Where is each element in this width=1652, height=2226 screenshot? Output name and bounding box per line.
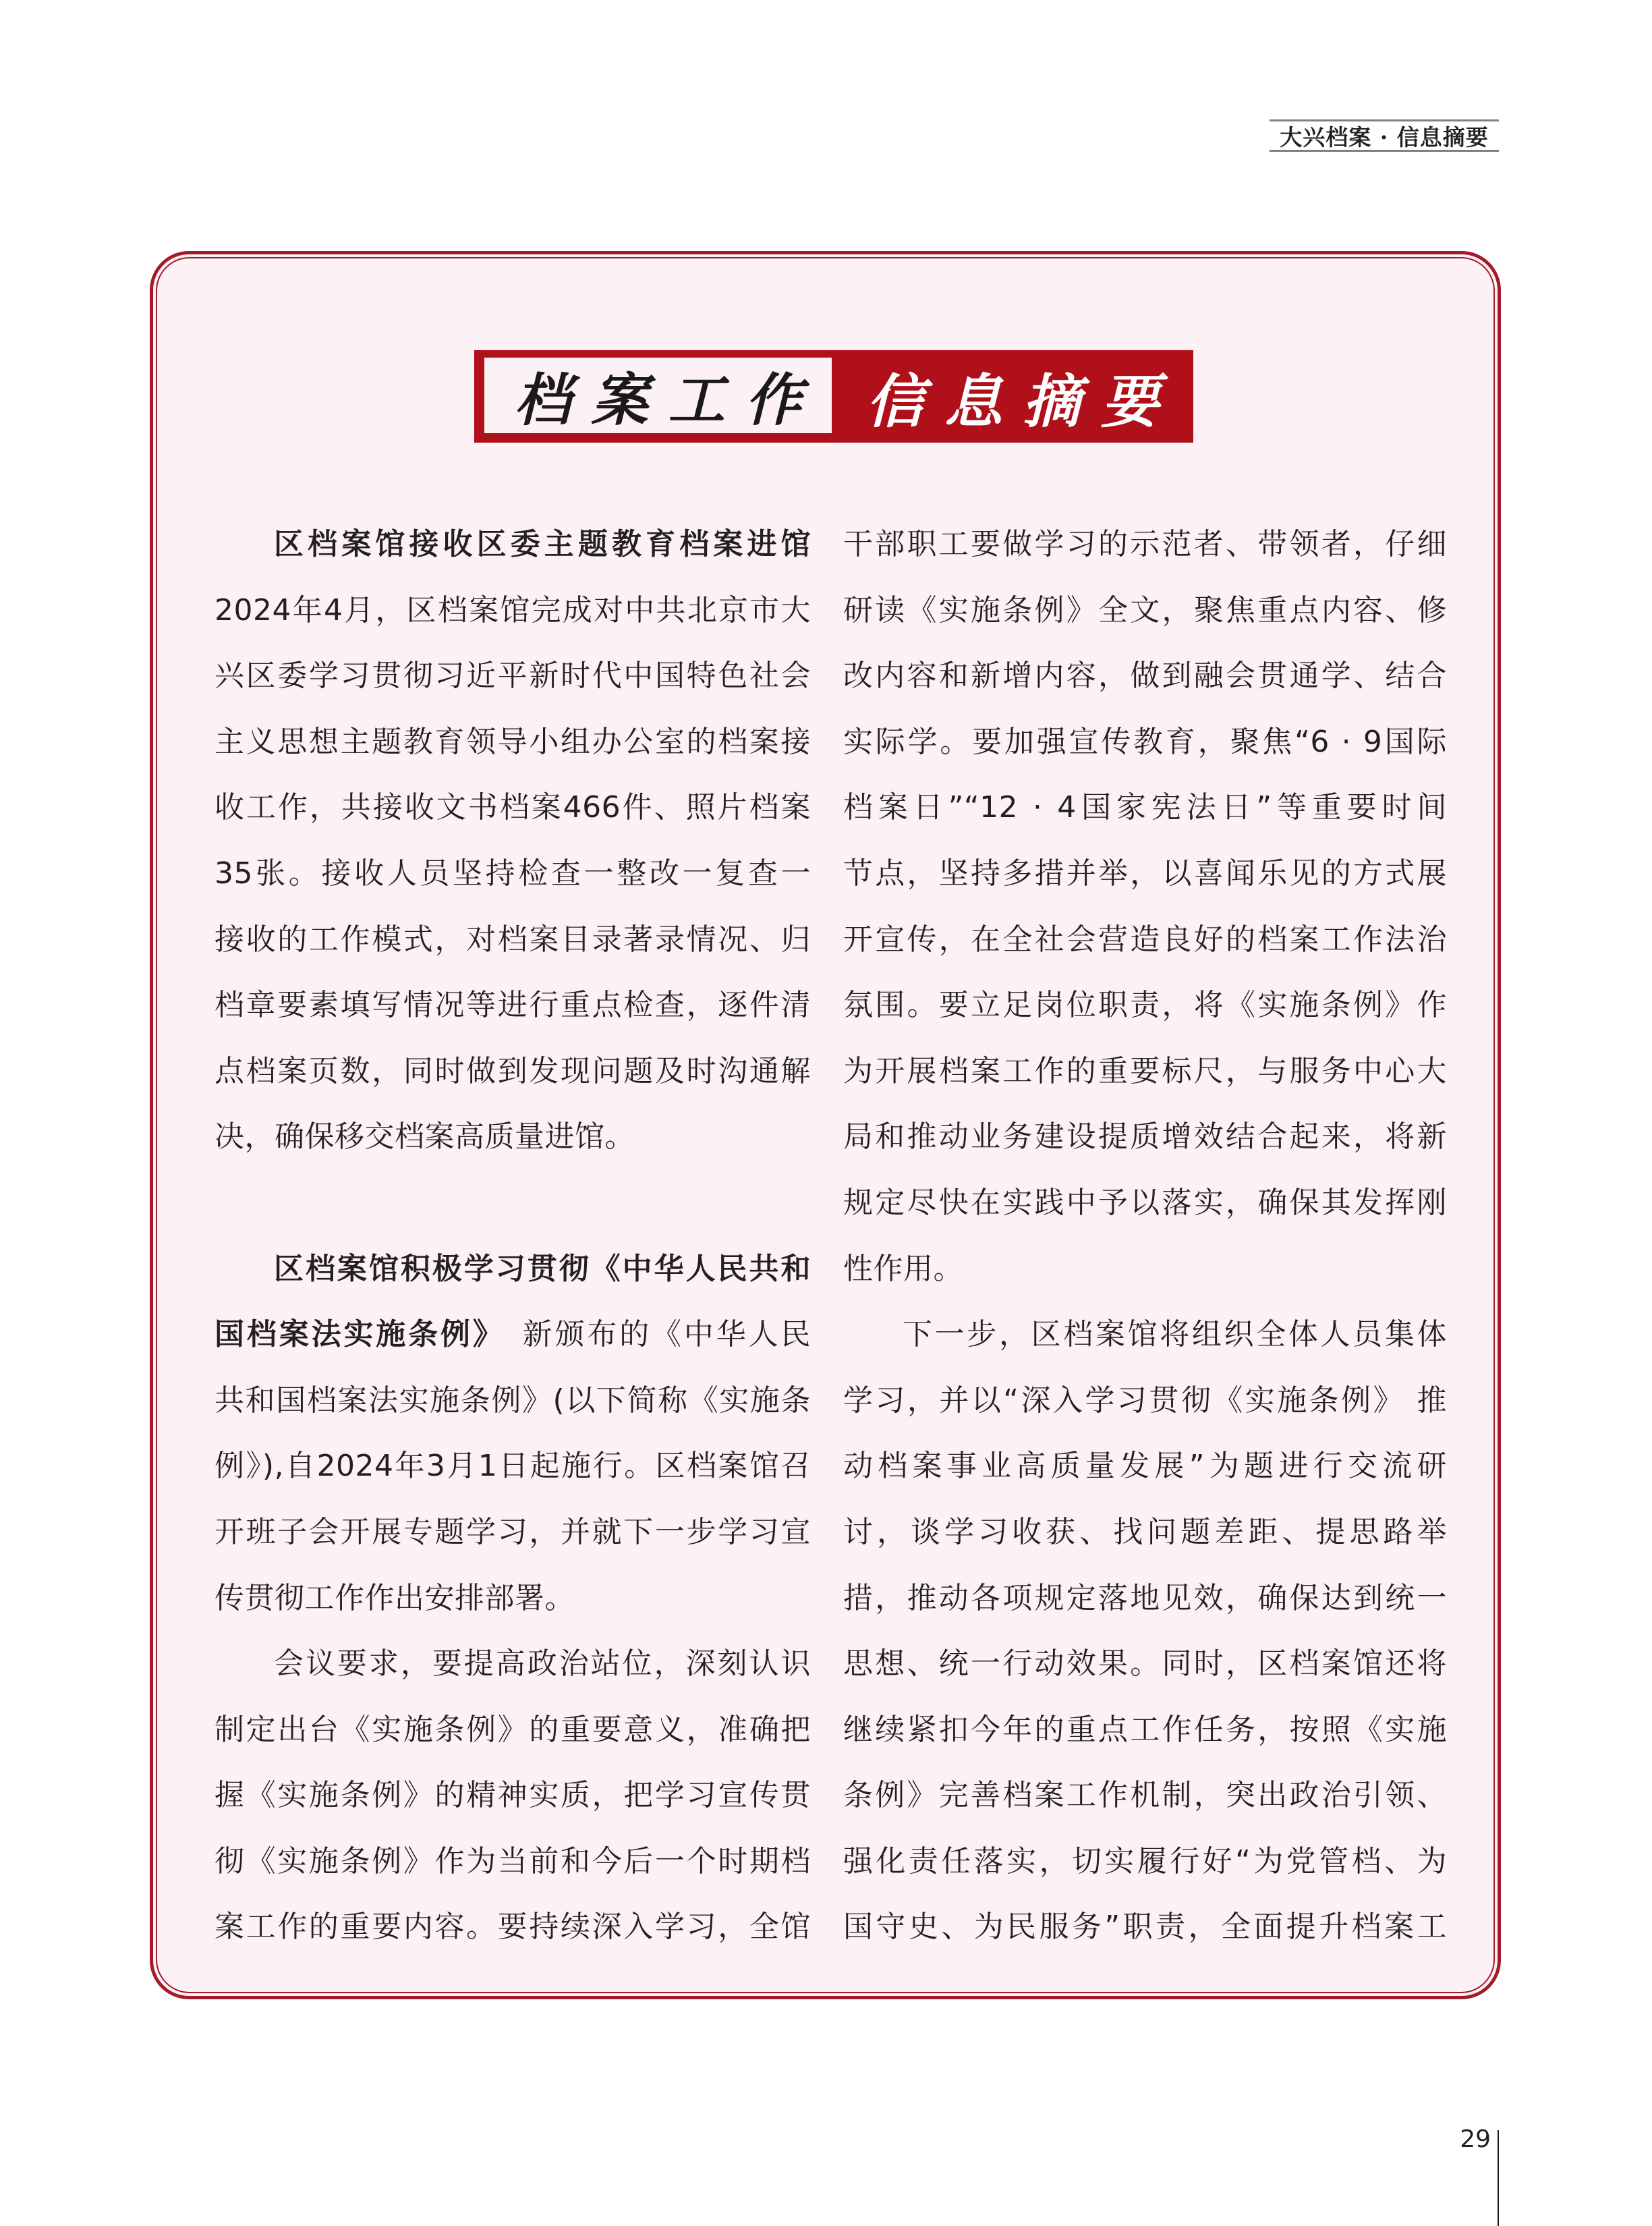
body-text-line: 改内容和新增内容，做到融会贯通学、结合 [843,659,1447,694]
body-text-line: 收工作，共接收文书档案466件、照片档案 [215,790,811,825]
body-text-line: 研读《实施条例》全文，聚焦重点内容、修 [843,592,1447,628]
body-text-line: 思想、统一行动效果。同时，区档案馆还将 [843,1646,1447,1681]
body-text-line: 节点，坚持多措并举，以喜闻乐见的方式展 [843,856,1447,891]
banner-right-text: 信息摘要 [866,367,1179,436]
body-text-line: 共和国档案法实施条例》(以下简称《实施条 [215,1383,811,1418]
body-text-line: 决，确保移交档案高质量进馆。 [215,1119,635,1154]
body-text-line: 性作用。 [843,1251,963,1286]
body-text-line: 开宣传，在全社会营造良好的档案工作法治 [843,922,1447,957]
page-number: 29 [1460,2125,1491,2153]
body-text-line: 干部职工要做学习的示范者、带领者，仔细 [843,527,1447,561]
page-number-rule [1498,2130,1499,2226]
body-text-line: 接收的工作模式，对档案目录著录情况、归 [215,922,811,957]
running-head [1270,119,1499,152]
body-text-line: 为开展档案工作的重要标尺，与服务中心大 [843,1053,1447,1088]
body-text: 新颁布的《中华人民 [490,1317,811,1352]
body-text-line: 会议要求，要提高政治站位，深刻认识 [274,1646,811,1681]
body-text-line: 局和推动业务建设提质增效结合起来，将新 [843,1119,1447,1154]
body-text-line: 措，推动各项规定落地见效，确保达到统一 [843,1580,1447,1615]
body-text-line: 学习，并以“深入学习贯彻《实施条例》 推 [843,1383,1447,1418]
section-banner [474,350,1193,443]
body-text-line: 例》),自2024年3月1日起施行。区档案馆召 [215,1449,811,1484]
body-text-line: 点档案页数，同时做到发现问题及时沟通解 [215,1053,811,1088]
body-text-line: 条例》完善档案工作机制，突出政治引领、 [843,1778,1447,1813]
body-text-line [215,1302,811,1368]
body-text-line: 握《实施条例》的精神实质，把学习宣传贯 [215,1778,811,1813]
body-text-line: 制定出台《实施条例》的重要意义，准确把 [215,1712,811,1747]
right-column [843,511,1447,1960]
article-title-line: 区档案馆积极学习贯彻《中华人民共和 [274,1251,811,1286]
body-text-line: 2024年4月，区档案馆完成对中共北京市大 [215,592,811,628]
body-text-line: 档章要素填写情况等进行重点检查，逐件清 [215,988,811,1023]
body-text-line: 讨，谈学习收获、找问题差距、提思路举 [843,1514,1447,1549]
body-text-line: 国守史、为民服务”职责，全面提升档案工 [843,1910,1447,1945]
body-text-line: 开班子会开展专题学习，并就下一步学习宣 [215,1514,811,1549]
body-text-line: 主义思想主题教育领导小组办公室的档案接 [215,724,811,759]
blank-line [215,1170,811,1236]
body-text-line: 兴区委学习贯彻习近平新时代中国特色社会 [215,659,811,694]
article-title-line: 区档案馆接收区委主题教育档案进馆 [274,527,811,561]
body-text-line: 强化责任落实，切实履行好“为党管档、为 [843,1843,1447,1879]
banner-left-title [484,358,832,433]
article-title-line: 国档案法实施条例》 [215,1317,490,1352]
body-text-line: 实际学。要加强宣传教育，聚焦“6 · 9国际 [843,724,1447,759]
body-text-line: 档案日”“12 · 4国家宪法日”等重要时间 [843,790,1447,825]
body-text-line: 下一步，区档案馆将组织全体人员集体 [903,1317,1447,1352]
body-text-line: 继续紧扣今年的重点工作任务，按照《实施 [843,1712,1447,1747]
body-text-line: 规定尽快在实践中予以落实，确保其发挥刚 [843,1185,1447,1220]
banner-right-title [832,350,1193,443]
body-text-line: 动档案事业高质量发展”为题进行交流研 [843,1449,1447,1484]
body-text-line: 35张。接收人员坚持检查一整改一复查一 [215,856,811,891]
body-text-line: 案工作的重要内容。要持续深入学习，全馆 [215,1910,811,1945]
left-column [215,511,811,1960]
body-text-line: 氛围。要立足岗位职责，将《实施条例》作 [843,988,1447,1023]
running-head-text: 大兴档案 · 信息摘要 [1280,123,1489,150]
body-text-line: 彻《实施条例》作为当前和今后一个时期档 [215,1843,811,1879]
body-text-line: 传贯彻工作作出安排部署。 [215,1580,575,1615]
banner-left-text: 档案工作 [514,366,822,433]
